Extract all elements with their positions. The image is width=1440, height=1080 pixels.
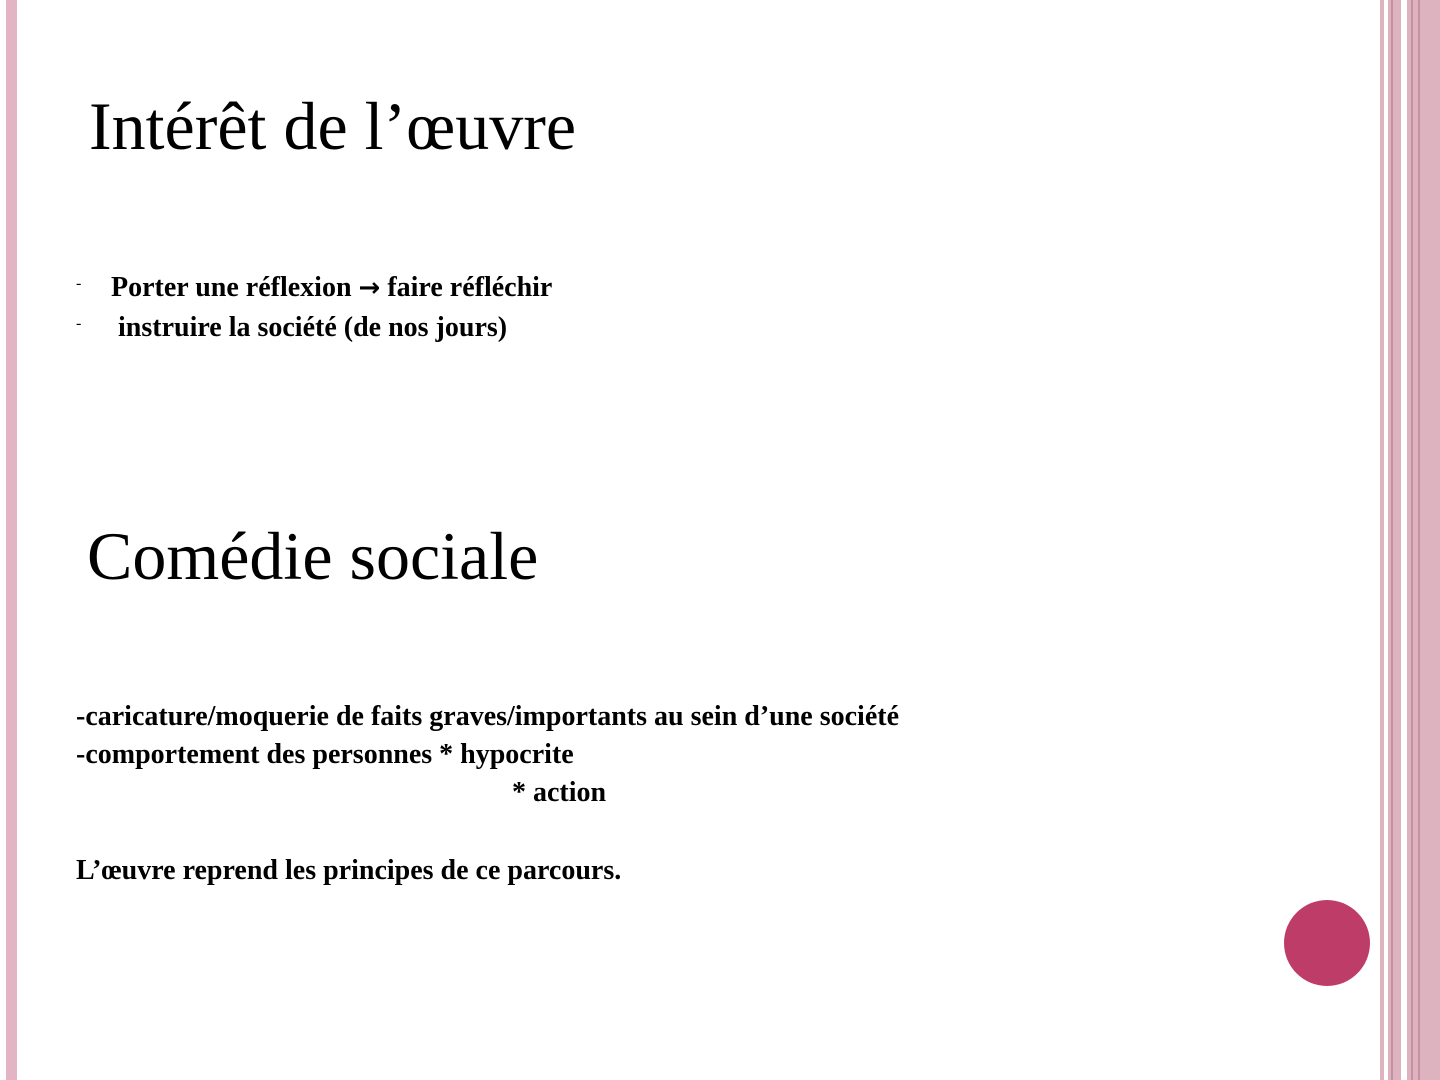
left-border-stripe <box>6 0 17 1080</box>
conclusion-text: L’œuvre reprend les principes de ce parcours. <box>76 855 622 886</box>
right-border-line <box>1418 0 1420 1080</box>
interet-bullet-list <box>76 268 552 348</box>
bullet-marker: - <box>76 275 82 292</box>
section-title-comedie: Comédie sociale <box>87 518 539 594</box>
list-item <box>76 308 552 348</box>
right-border-band <box>1380 0 1440 1080</box>
list-item <box>76 268 552 308</box>
right-border-line <box>1384 0 1388 1080</box>
comedie-line: * action <box>512 777 607 808</box>
list-item-text: Porter une réflexion <box>111 272 359 303</box>
comedie-line: -comportement des personnes * hypocrite <box>76 739 574 770</box>
list-item-text: faire réfléchir <box>380 272 553 303</box>
section-title-interet: Intérêt de l’œuvre <box>89 88 577 164</box>
decorative-circle <box>1284 900 1370 986</box>
right-border-line <box>1391 0 1393 1080</box>
right-border-line <box>1401 0 1407 1080</box>
list-item-text: instruire la société (de nos jours) <box>118 312 508 343</box>
comedie-line: -caricature/moquerie de faits graves/importants au sein d’une société <box>76 701 900 732</box>
right-border-line <box>1411 0 1413 1080</box>
bullet-marker: - <box>76 315 82 332</box>
arrow-right-icon: → <box>358 273 381 303</box>
